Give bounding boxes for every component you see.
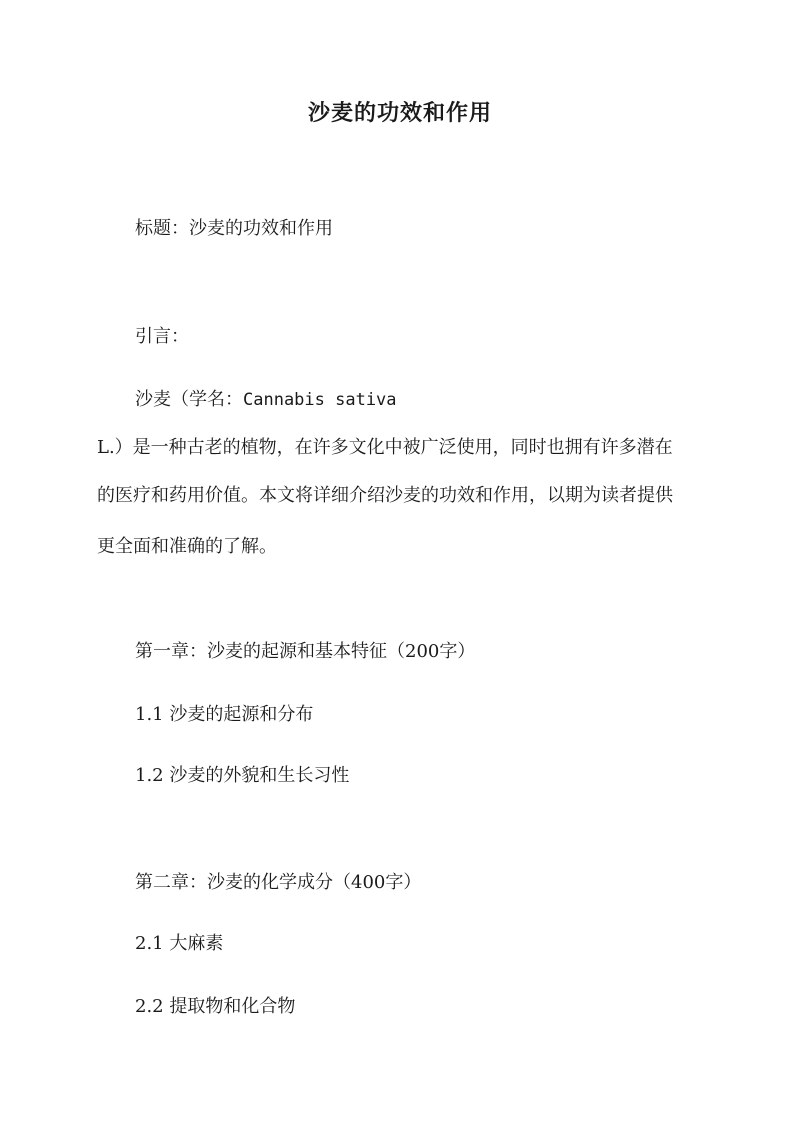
heading-line: 标题：沙麦的功效和作用: [135, 218, 333, 239]
chapter-1-title: 第一章：沙麦的起源和基本特征（200字）: [135, 641, 476, 662]
intro-label: 引言：: [135, 326, 189, 347]
intro-line-2: L.）是一种古老的植物，在许多文化中被广泛使用，同时也拥有许多潜在: [97, 437, 673, 458]
chapter-2-section-1: 2.1 大麻素: [135, 933, 224, 954]
intro-line-1-prefix: 沙麦（学名：: [135, 389, 243, 410]
chapter-1-section-2: 1.2 沙麦的外貌和生长习性: [135, 765, 350, 786]
intro-line-3: 的医疗和药用价值。本文将详细介绍沙麦的功效和作用，以期为读者提供: [97, 485, 673, 506]
document-title: 沙麦的功效和作用: [307, 100, 492, 126]
chapter-1-section-1: 1.1 沙麦的起源和分布: [135, 704, 314, 725]
intro-line-1-latin: Cannabis sativa: [243, 390, 397, 410]
chapter-2-section-2: 2.2 提取物和化合物: [135, 996, 296, 1017]
chapter-2-title: 第二章：沙麦的化学成分（400字）: [135, 872, 422, 893]
intro-line-4: 更全面和准确的了解。: [97, 536, 277, 557]
intro-line-1: [135, 386, 397, 414]
